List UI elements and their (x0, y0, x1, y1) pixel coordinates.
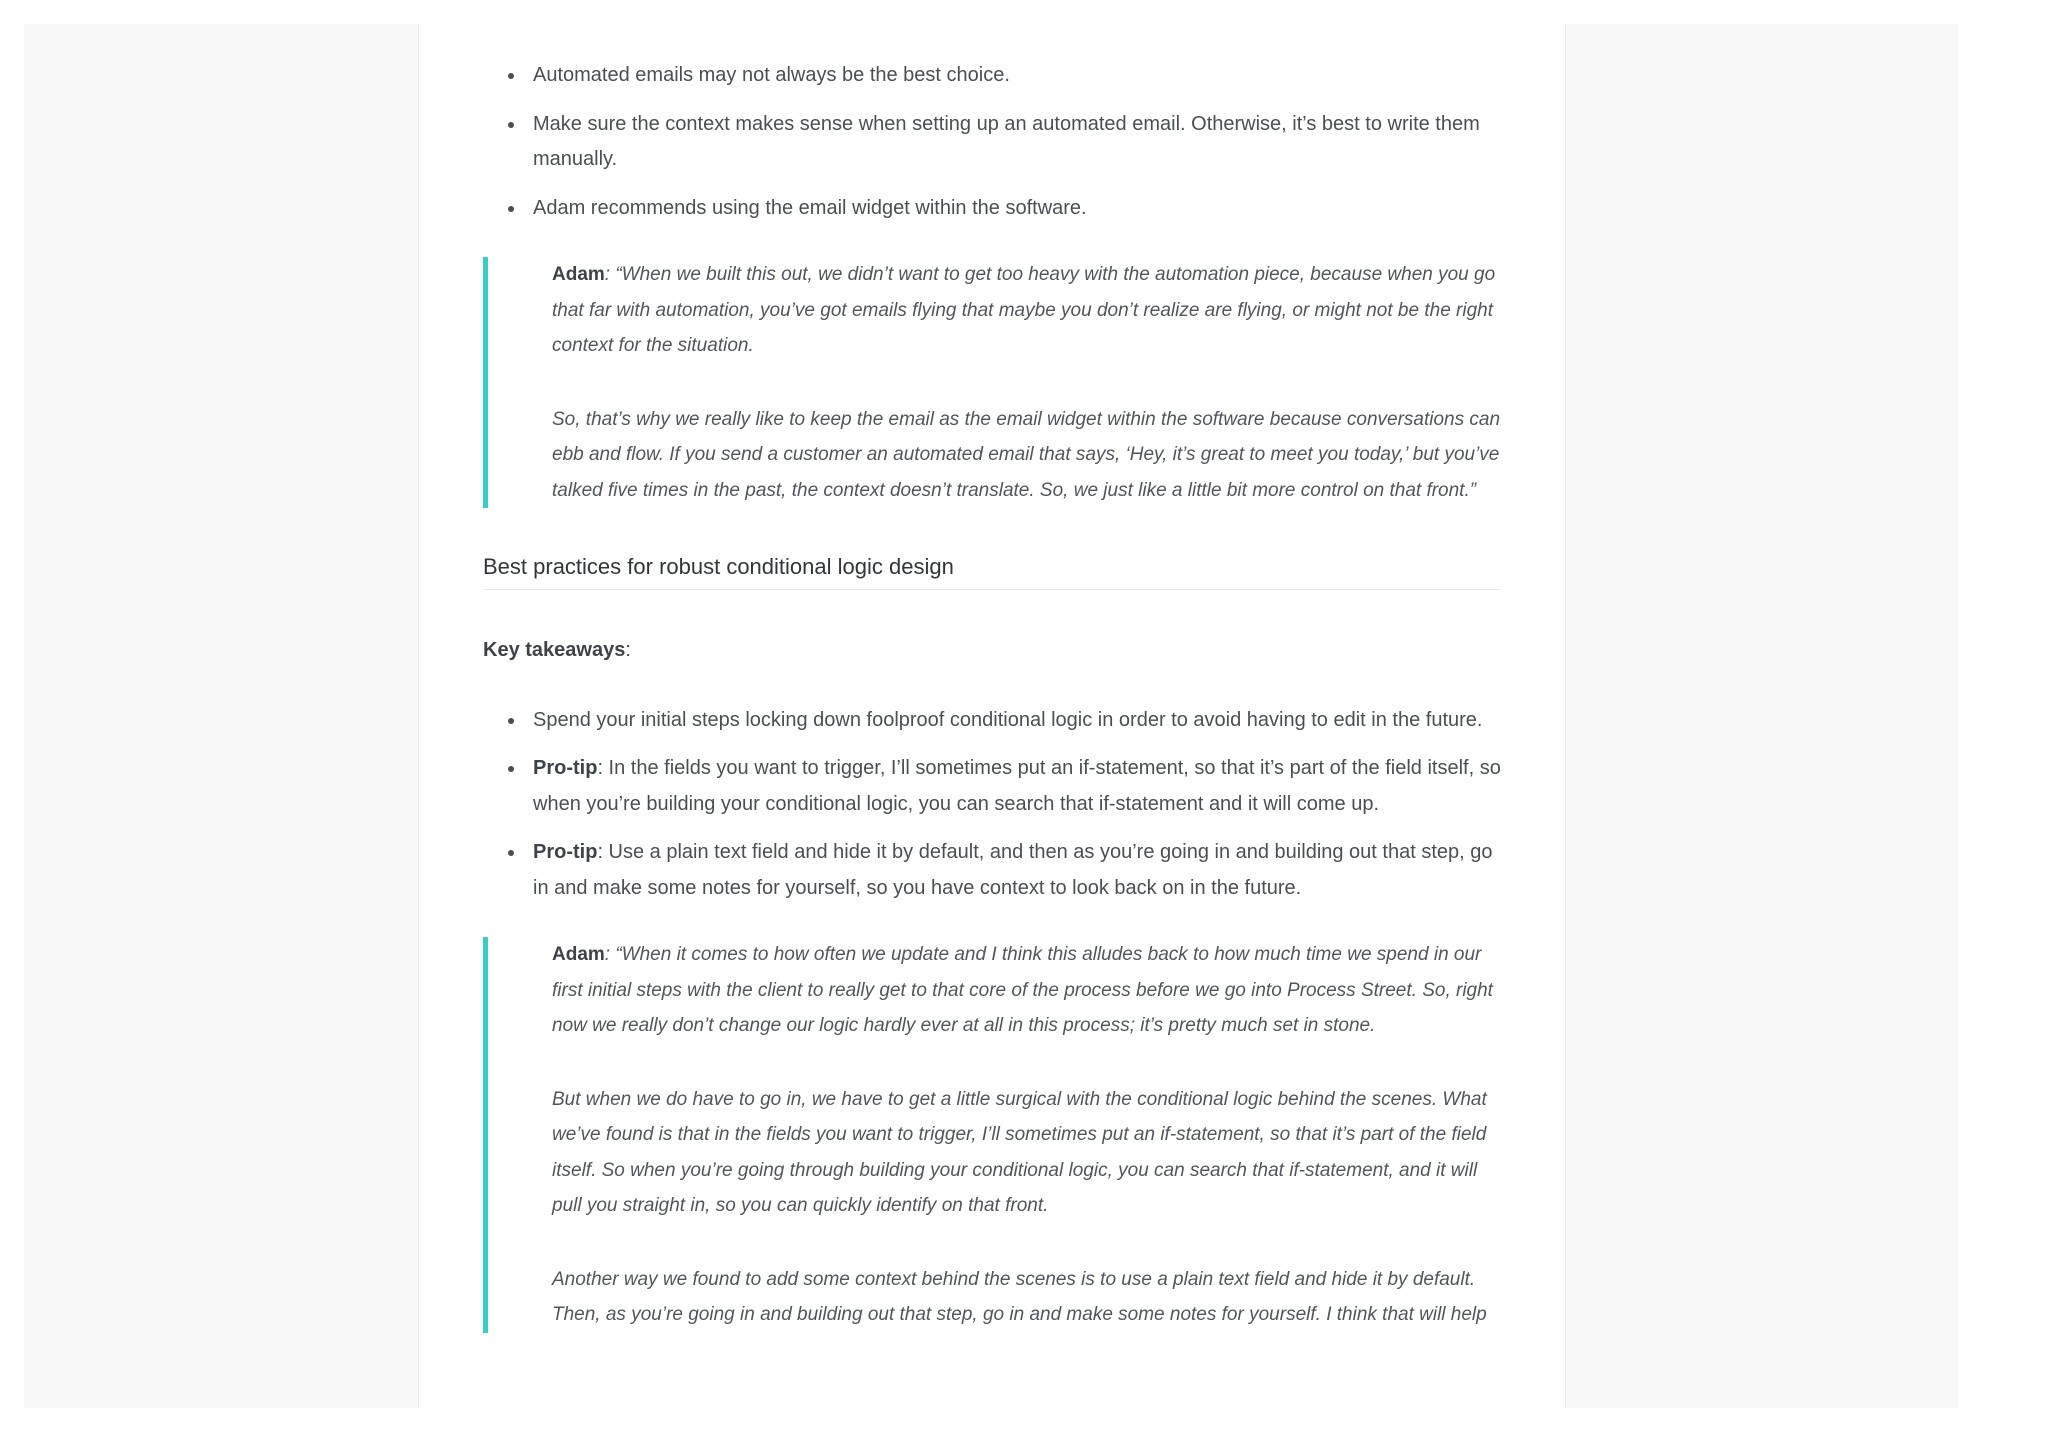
quote-speaker: Adam (552, 944, 605, 965)
page-backdrop (24, 24, 1958, 1408)
list-item: Automated emails may not always be the best choice. (533, 58, 1501, 94)
key-takeaways-label: Key takeaways: (483, 639, 631, 661)
pro-tip-label: Pro-tip (533, 841, 598, 863)
article-page (418, 24, 1566, 1408)
quote-paragraph: Adam: “When it comes to how often we update and I think this alludes back to how much time we spend in our first initial steps with the client to really get to that core of the process before we go into Process Street. So, right now we really don’t change our logic hardly ever at all in this process; it’s pretty much set in stone. (552, 944, 1493, 1036)
list-item: Pro-tip: In the fields you want to trigger, I’ll sometimes put an if-statement, so that it’s part of the field itself, so when you’re building your conditional logic, you can search that if-statement and it will come up. (533, 751, 1501, 822)
list-item: Pro-tip: Use a plain text field and hide it by default, and then as you’re going in and building out that step, go in and make some notes for yourself, so you have context to look back on in the future. (533, 835, 1501, 906)
quote-paragraph: But when we do have to go in, we have to get a little surgical with the conditional logic behind the scenes. What we’ve found is that in the fields you want to trigger, I’ll sometimes put an if-statement, so that it’s part of the field itself. So when you’re going through building your conditional logic, you can search that if-statement, and it will pull you straight in, so you can quickly identify on that front. (552, 1088, 1487, 1216)
adam-quote-conditional-logic (483, 937, 1501, 1333)
list-item: Adam recommends using the email widget within the software. (533, 191, 1501, 227)
pro-tip-label: Pro-tip (533, 757, 598, 779)
quote-speaker: Adam (552, 264, 605, 285)
list-item: Spend your initial steps locking down foolproof conditional logic in order to avoid having to edit in the future. (533, 703, 1501, 739)
takeaways-bullet-list (483, 703, 1501, 907)
quote-paragraph: So, that’s why we really like to keep the email as the email widget within the software because conversations can ebb and flow. If you send a customer an automated email that says, ‘Hey, it’s great to meet you today,’ but you’ve talked five times in the past, the context doesn’t translate. So, we just like a little bit more control on that front.” (552, 408, 1501, 501)
automation-bullet-list (483, 24, 1501, 226)
quote-paragraph: Adam: “When we built this out, we didn’t want to get too heavy with the automation piece, because when you go that far with automation, you’ve got emails flying that maybe you don’t realize are flying, or might not be the right context for the situation. (552, 264, 1496, 356)
section-heading: Best practices for robust conditional logic design (483, 551, 1501, 590)
adam-quote-automation (483, 257, 1501, 508)
list-item: Make sure the context makes sense when setting up an automated email. Otherwise, it’s best to write them manually. (533, 107, 1501, 178)
quote-paragraph: Another way we found to add some context behind the scenes is to use a plain text field and hide it by default. Then, as you’re going in and building out that step, go in and make some notes for yourself. I think that will help (552, 1268, 1487, 1325)
article-content (483, 24, 1501, 1333)
